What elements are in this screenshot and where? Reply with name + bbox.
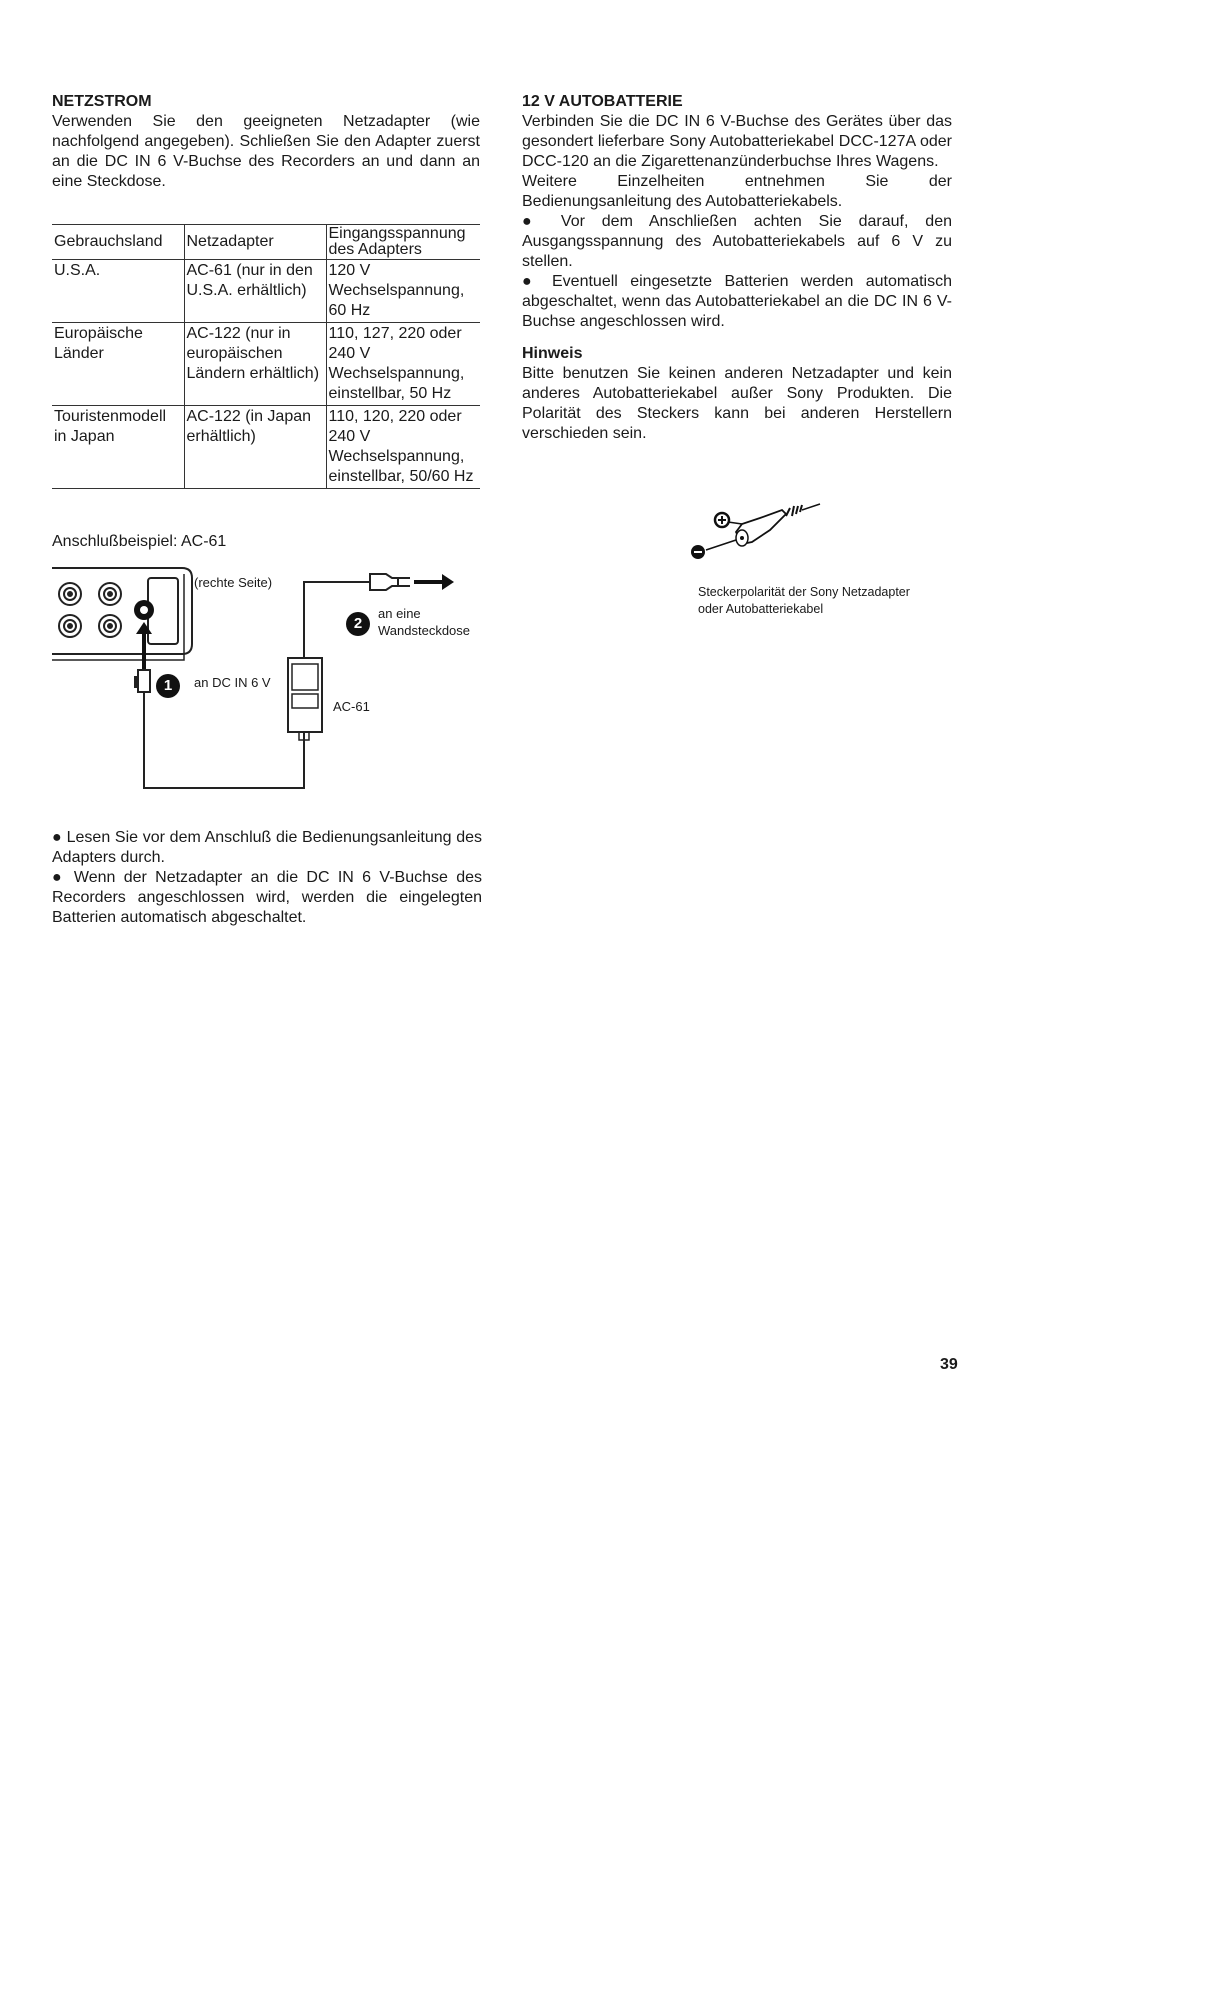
- adapter-label: AC-61: [333, 699, 370, 714]
- table-row: [52, 323, 480, 406]
- table-cell: 120 V Wechselspannung, 60 Hz: [326, 260, 480, 323]
- table-row: [52, 260, 480, 323]
- netzstrom-intro: Verwenden Sie den geeigneten Netzadapter (wie nachfolgend angegeben). Schließen Sie den Adapter zuerst an die DC IN 6 V-Buchse des Recorders an und dann an eine Steckdose.: [52, 113, 480, 190]
- table-cell: Touristenmodell in Japan: [54, 408, 167, 445]
- right-column: [522, 92, 952, 444]
- table-cell: 110, 120, 220 oder 240 V Wechselspannung, einstellbar, 50/60 Hz: [326, 406, 480, 489]
- step1-number: 1: [163, 677, 173, 694]
- table-cell: 110, 127, 220 oder 240 V Wechselspannung, einstellbar, 50 Hz: [326, 323, 480, 406]
- side-label: (rechte Seite): [194, 575, 273, 590]
- page-number: 39: [940, 1356, 958, 1373]
- hint-text: Bitte benutzen Sie keinen anderen Netzadapter und kein anderes Autobatteriekabel außer Sony Produkten. Die Polarität des Steckers kann bei anderen Herstellern verschieden sein.: [522, 365, 952, 442]
- autobatterie-bullet: ● Vor dem Anschließen achten Sie darauf, den Ausgangsspannung des Autobatteriekabels auf 6 V zu stellen.: [522, 212, 952, 272]
- adapter-table: [52, 224, 480, 489]
- left-notes: [52, 828, 482, 928]
- connection-diagram: [52, 560, 492, 800]
- adapter-cable: [144, 710, 304, 788]
- table-cell: Europäische Länder: [54, 325, 143, 362]
- note-item: ● Lesen Sie vor dem Anschluß die Bedienungsanleitung des Adapters durch.: [52, 828, 482, 868]
- polarity-caption: [698, 584, 910, 618]
- table-cell: AC-122 (in Japan erhältlich): [184, 406, 326, 489]
- wall-plug-icon: [370, 574, 398, 590]
- section-heading-autobatterie: 12 V AUTOBATTERIE: [522, 93, 683, 110]
- table-row: [52, 406, 480, 489]
- step1-label: an DC IN 6 V: [194, 675, 271, 690]
- table-cell: AC-61 (nur in den U.S.A. erhältlich): [184, 260, 326, 323]
- polarity-caption-line2: oder Autobatteriekabel: [698, 602, 824, 616]
- step2-number: 2: [353, 615, 363, 632]
- section-heading-netzstrom: NETZSTROM: [52, 93, 152, 110]
- recorder-outline: [52, 568, 192, 654]
- table-header-cell: Netzadapter: [184, 225, 326, 260]
- table-cell: U.S.A.: [54, 262, 101, 279]
- table-header-row: [52, 225, 480, 260]
- autobatterie-bullet: ● Eventuell eingesetzte Batterien werden automatisch abgeschaltet, wenn das Autobatteriekabel an die DC IN 6 V-Buchse angeschlossen wird.: [522, 272, 952, 332]
- table-header-cell: Gebrauchsland: [54, 233, 163, 250]
- autobatterie-p1: Verbinden Sie die DC IN 6 V-Buchse des Gerätes über das gesondert lieferbare Sony Autobatteriekabel DCC-127A oder DCC-120 an die Zigarettenanzünderbuchse Ihres Wagens.: [522, 113, 952, 170]
- step2-label-line2: Wandsteckdose: [378, 623, 471, 638]
- arrow-right-icon: [442, 574, 454, 590]
- step2-label-line1: an eine: [378, 606, 421, 621]
- dc-plug-icon: [138, 670, 150, 692]
- table-cell: AC-122 (nur in europäischen Ländern erhältlich): [184, 323, 326, 406]
- autobatterie-p2: Weitere Einzelheiten entnehmen Sie der Bedienungsanleitung des Autobatteriekabels.: [522, 173, 952, 210]
- left-column: [52, 92, 480, 192]
- plug-polarity-diagram: [686, 500, 836, 566]
- step2-label: [378, 605, 470, 639]
- diagram-title: Anschlußbeispiel: AC-61: [52, 533, 227, 550]
- polarity-caption-line1: Steckerpolarität der Sony Netzadapter: [698, 585, 910, 599]
- note-item: ● Wenn der Netzadapter an die DC IN 6 V-Buchse des Recorders angeschlossen wird, werden die eingelegten Batterien automatisch abgeschaltet.: [52, 868, 482, 928]
- hint-heading: Hinweis: [522, 345, 583, 362]
- table-header-cell: Eingangsspannung des Adapters: [326, 225, 480, 260]
